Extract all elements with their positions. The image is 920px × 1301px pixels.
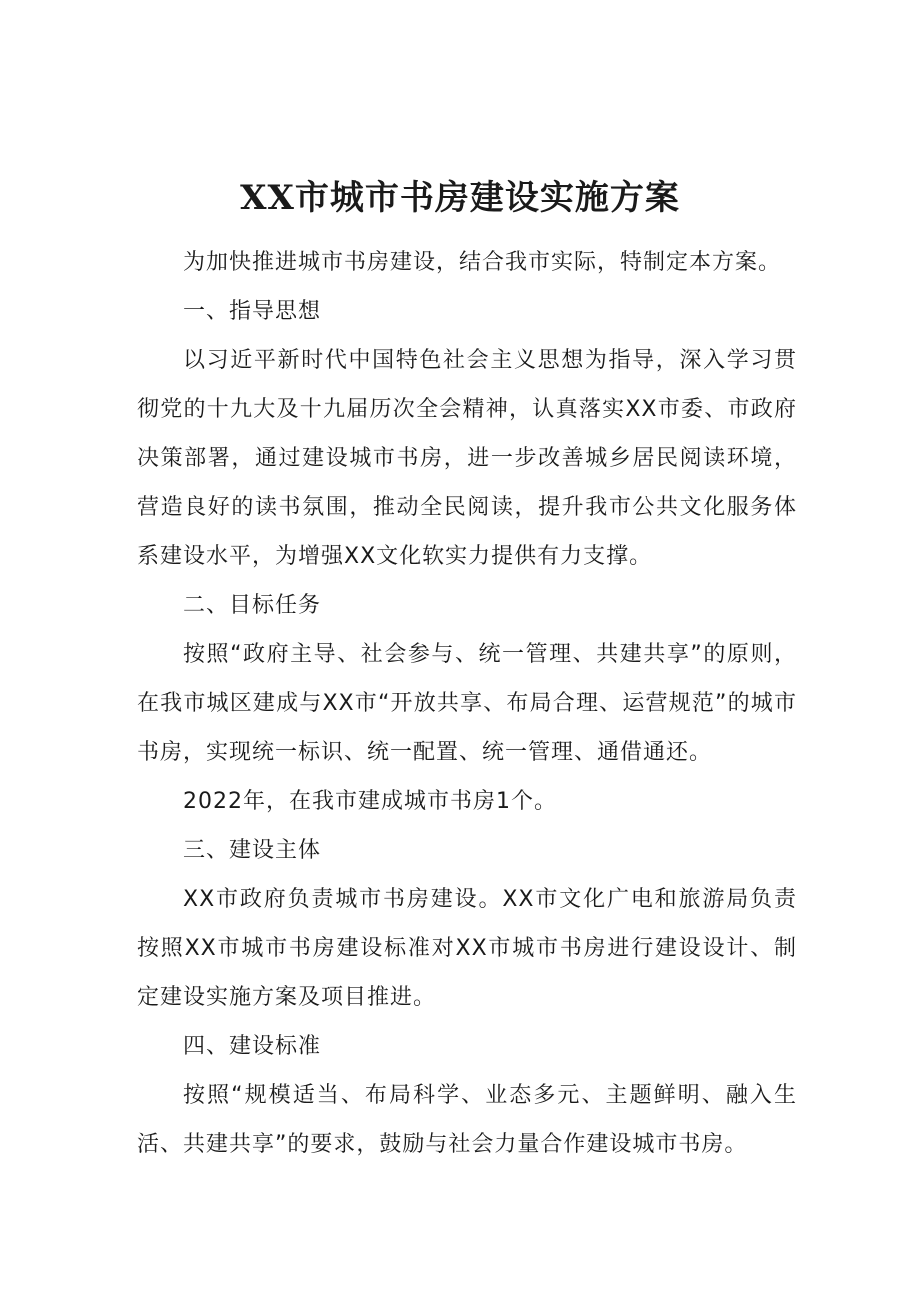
section-heading-construction-body: 三、建设主体 [183,838,322,863]
goals-paragraph: 按照“政府主导、社会参与、统一管理、共建共享”的原则，在我市城区建成与XX市“开放共享、布局合理、运营规范”的城市书房，实现统一标识、统一配置、统一管理、通借通还。 [137,642,797,765]
section-heading-guiding-thought: 一、指导思想 [183,299,322,324]
guiding-thought-paragraph: 以习近平新时代中国特色社会主义思想为指导，深入学习贯彻党的十九大及十九届历次全会精神，认真落实XX市委、市政府决策部署，通过建设城市书房，进一步改善城乡居民阅读环境，营造良好的读书氛围，推动全民阅读，提升我市公共文化服务体系建设水平，为增强XX文化软实力提供有力支撑。 [137,348,797,569]
section-heading-construction-standard: 四、建设标准 [183,1034,322,1059]
document-title: XX市城市书房建设实施方案 [240,178,680,218]
construction-standard-paragraph: 按照“规模适当、布局科学、业态多元、主题鲜明、融入生活、共建共享”的要求，鼓励与社会力量合作建设城市书房。 [137,1083,797,1157]
section-heading-goals: 二、目标任务 [183,593,322,618]
intro-paragraph: 为加快推进城市书房建设，结合我市实际，特制定本方案。 [183,250,782,275]
goals-target-paragraph: 2022年，在我市建成城市书房1个。 [183,789,557,814]
document-body [137,238,797,1169]
construction-body-paragraph: XX市政府负责城市书房建设。XX市文化广电和旅游局负责按照XX市城市书房建设标准对XX市城市书房进行建设设计、制定建设实施方案及项目推进。 [137,887,797,1010]
